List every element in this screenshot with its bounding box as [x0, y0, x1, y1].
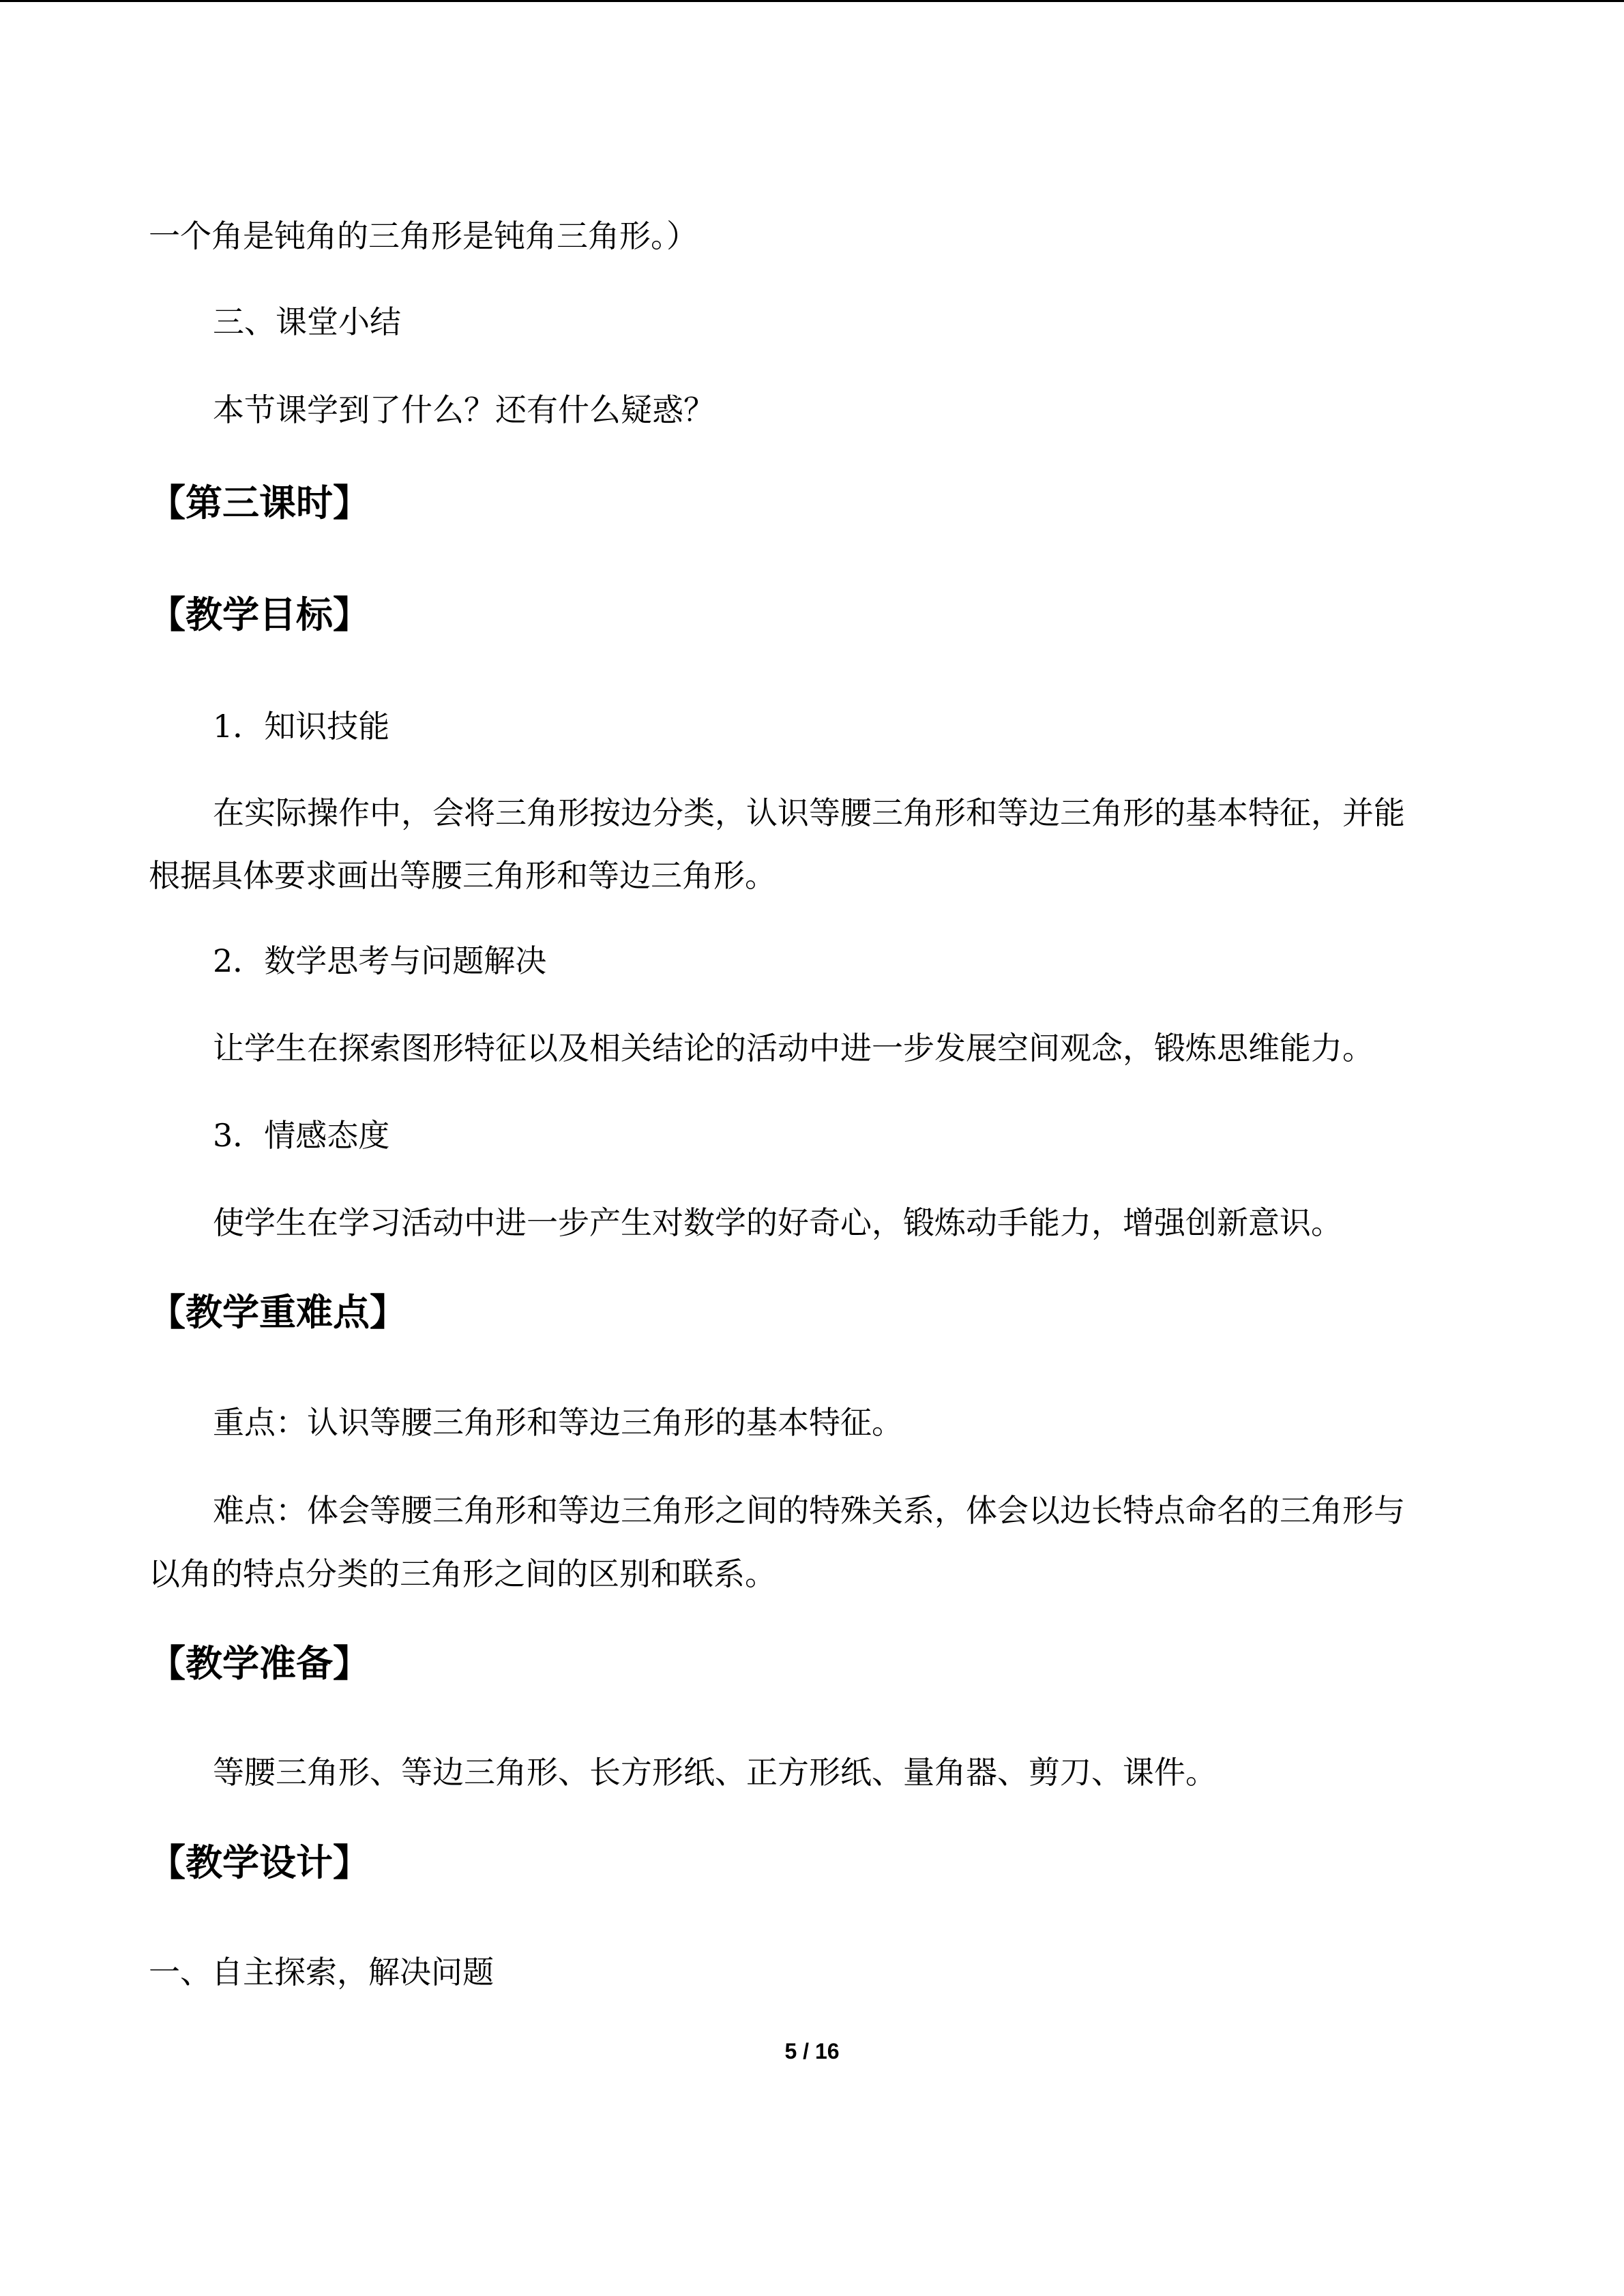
heading-key-difficult-points: 【教学重难点】 — [149, 1290, 407, 1334]
text-line-6: 根据具体要求画出等腰三角形和等边三角形。 — [149, 857, 776, 894]
top-border — [0, 0, 1624, 2]
heading-third-lesson: 【第三课时】 — [149, 481, 370, 524]
text-line-13: 以角的特点分类的三角形之间的区别和联系。 — [149, 1555, 776, 1592]
text-line-difficult-point: 难点：体会等腰三角形和等边三角形之间的特殊关系，体会以边长特点命名的三角形与 — [213, 1492, 1405, 1529]
heading-teaching-goals: 【教学目标】 — [149, 593, 370, 636]
text-line-materials: 等腰三角形、等边三角形、长方形纸、正方形纸、量角器、剪刀、课件。 — [213, 1754, 1217, 1791]
text-line-10: 使学生在学习活动中进一步产生对数学的好奇心，锻炼动手能力，增强创新意识。 — [213, 1204, 1342, 1241]
text-line-5: 在实际操作中，会将三角形按边分类，认识等腰三角形和等边三角形的基本特征，并能 — [213, 794, 1405, 831]
section-title-summary: 三、课堂小结 — [213, 303, 401, 340]
section-title-explore: 一、自主探索，解决问题 — [149, 1954, 494, 1991]
subheading-emotion-attitude: 3．情感态度 — [213, 1117, 390, 1154]
subheading-math-thinking: 2．数学思考与问题解决 — [213, 942, 547, 979]
heading-teaching-design: 【教学设计】 — [149, 1840, 370, 1884]
heading-preparation: 【教学准备】 — [149, 1641, 370, 1685]
text-line-1: 一个角是钝角的三角形是钝角三角形。） — [149, 218, 698, 254]
page-number: 5 / 16 — [784, 2039, 840, 2063]
text-line-key-point: 重点：认识等腰三角形和等边三角形的基本特征。 — [213, 1404, 903, 1441]
subheading-knowledge-skills: 1．知识技能 — [213, 708, 390, 745]
text-line-3: 本节课学到了什么？还有什么疑惑？ — [213, 391, 715, 428]
text-line-8: 让学生在探索图形特征以及相关结论的活动中进一步发展空间观念，锻炼思维能力。 — [213, 1030, 1374, 1067]
